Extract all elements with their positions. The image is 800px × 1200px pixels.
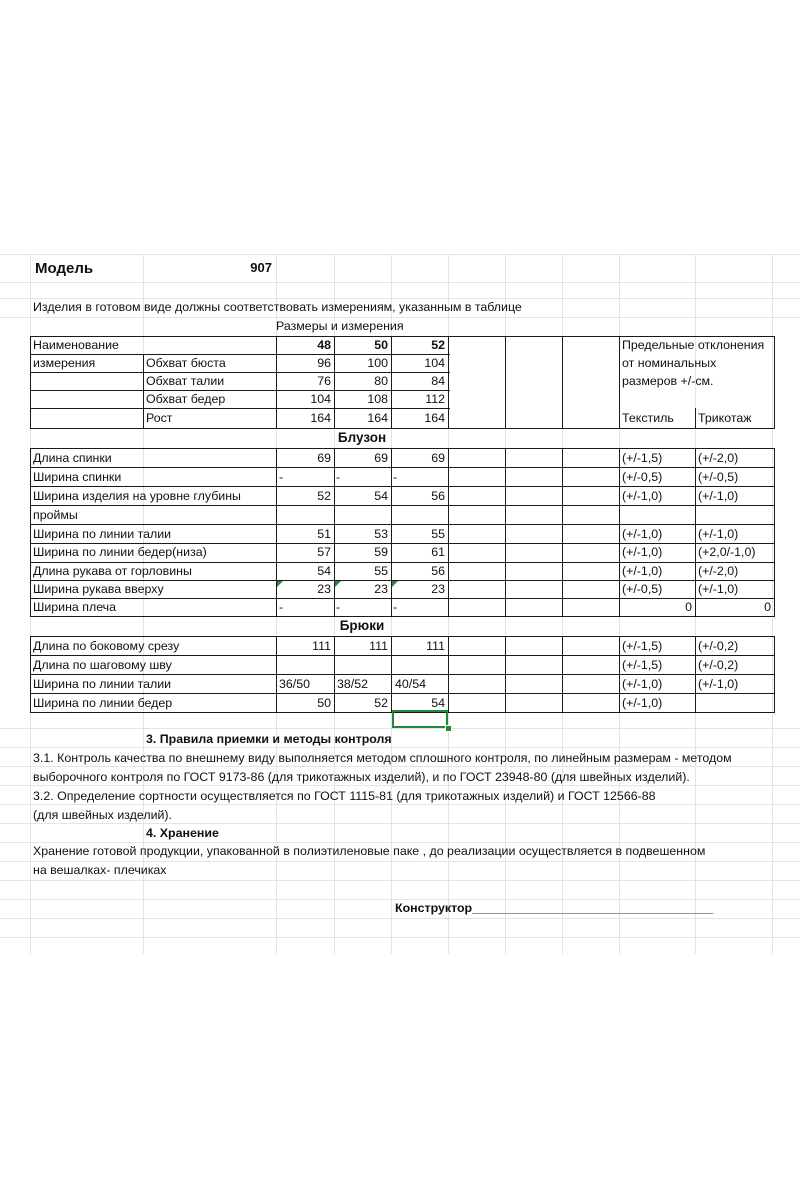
row-value: 55 xyxy=(431,527,445,541)
row-label: Ширина по линии бедер xyxy=(33,696,173,710)
gridline xyxy=(772,254,773,954)
row-tol-textile: (+/-1,0) xyxy=(622,489,663,503)
gridline xyxy=(0,937,800,938)
row-tol-knit: (+/-1,0) xyxy=(698,677,739,691)
row-tol-knit: (+/-0,5) xyxy=(698,470,739,484)
meas-label: Рост xyxy=(146,411,173,425)
gridline xyxy=(0,823,800,824)
meas-label: Обхват бюста xyxy=(146,356,226,370)
gridline xyxy=(0,766,800,767)
row-tol-knit: (+2,0/-1,0) xyxy=(698,545,756,559)
model-number: 907 xyxy=(250,260,272,275)
row-value: 23 xyxy=(431,582,445,596)
row-tol-textile: (+/-1,0) xyxy=(622,527,663,541)
row-value: 111 xyxy=(369,639,388,653)
row-label: Ширина плеча xyxy=(33,600,117,614)
col-textile: Текстиль xyxy=(622,411,674,425)
row-value: 69 xyxy=(374,451,388,465)
row-value: 53 xyxy=(374,527,388,541)
row-value: 54 xyxy=(431,696,445,710)
size-52: 52 xyxy=(431,338,445,352)
deviation-header-2: от номинальных xyxy=(622,356,717,370)
meas-value: 80 xyxy=(374,374,388,388)
size-50: 50 xyxy=(374,338,388,352)
row-value: 56 xyxy=(431,489,445,503)
row-tol-knit: (+/-2,0) xyxy=(698,451,739,465)
row-value: - xyxy=(336,600,341,614)
gridline xyxy=(0,880,800,881)
sizes-header: Размеры и измерения xyxy=(276,319,404,333)
section-3-2-line-1: 3.2. Определение сортности осуществляется по ГОСТ 1115-81 (для трикотажных изделий) и ГОСТ 12566-88 xyxy=(33,789,656,803)
storage-line-1: Хранение готовой продукции, упакованной в полиэтиленовые паке , до реализации осуществляется в подвешенном xyxy=(33,844,706,858)
meas-value: 112 xyxy=(425,392,445,406)
gridline xyxy=(0,282,800,283)
row-tol-knit: (+/-1,0) xyxy=(698,489,739,503)
selected-cell[interactable] xyxy=(392,710,448,728)
section-3-1-line-1: 3.1. Контроль качества по внешнему виду выполняется методом сплошного контроля, по линейным размерам - методом xyxy=(33,751,732,765)
row-tol-knit: (+/-0,2) xyxy=(698,639,739,653)
pants-title: Брюки xyxy=(339,618,385,633)
row-tol-textile: (+/-0,5) xyxy=(622,582,663,596)
gridline xyxy=(0,918,800,919)
gridline xyxy=(0,785,800,786)
row-tol-knit: (+/-2,0) xyxy=(698,564,739,578)
row-label: Длина спинки xyxy=(33,451,112,465)
row-tol-textile: (+/-1,5) xyxy=(622,639,663,653)
row-tol-textile: (+/-1,0) xyxy=(622,677,663,691)
section-4-title: 4. Хранение xyxy=(146,826,219,840)
meas-value: 164 xyxy=(310,411,331,425)
model-label: Модель xyxy=(35,260,94,277)
row-value: 69 xyxy=(317,451,331,465)
col-name-1: Наименование xyxy=(33,338,119,352)
row-value: 111 xyxy=(426,639,445,653)
row-value: 57 xyxy=(317,545,331,559)
gridline xyxy=(0,254,800,255)
row-tol-textile: (+/-1,0) xyxy=(622,696,663,710)
meas-label: Обхват талии xyxy=(146,374,225,388)
meas-value: 76 xyxy=(317,374,331,388)
row-label: Ширина по линии талии xyxy=(33,527,172,541)
col-name-2: измерения xyxy=(33,356,96,370)
row-label: Ширина изделия на уровне глубины xyxy=(33,489,241,503)
meas-value: 164 xyxy=(424,411,445,425)
row-value: 56 xyxy=(431,564,445,578)
row-label: Длина по боковому срезу xyxy=(33,639,180,653)
row-tol-knit: (+/-1,0) xyxy=(698,527,739,541)
section-3-1-line-2: выборочного контроля по ГОСТ 9173-86 (для трикотажных изделий), и по ГОСТ 23948-80 (для швейных изделий). xyxy=(33,770,690,784)
size-48: 48 xyxy=(317,338,331,352)
row-tol-textile: (+/-0,5) xyxy=(622,470,663,484)
section-3-2-line-2: (для швейных изделий). xyxy=(33,808,173,822)
deviation-header-3: размеров +/-см. xyxy=(622,374,714,388)
row-value: - xyxy=(279,600,284,614)
storage-line-2: на вешалках- плечиках xyxy=(33,863,167,877)
row-label: Ширина по линии талии xyxy=(33,677,172,691)
row-value: 23 xyxy=(317,582,331,596)
row-value: 52 xyxy=(317,489,331,503)
row-value: 50 xyxy=(317,696,331,710)
constructor-signature: Конструктор___________________________________ xyxy=(395,901,714,915)
row-value: - xyxy=(393,600,398,614)
row-value: - xyxy=(279,470,284,484)
row-label: Ширина рукава вверху xyxy=(33,582,164,596)
gridline xyxy=(0,747,800,748)
row-tol-textile: 0 xyxy=(685,600,692,614)
fill-handle[interactable] xyxy=(445,725,452,732)
row-value: 36/50 xyxy=(279,677,311,691)
row-value: 54 xyxy=(317,564,331,578)
row-tol-textile: (+/-1,5) xyxy=(622,658,663,672)
col-knit: Трикотаж xyxy=(698,411,752,425)
intro-text: Изделия в готовом виде должны соответствовать измерениям, указанным в таблице xyxy=(33,300,522,314)
gridline xyxy=(0,728,800,729)
meas-value: 164 xyxy=(367,411,388,425)
row-tol-knit: (+/-0,2) xyxy=(698,658,739,672)
row-value: 61 xyxy=(431,545,445,559)
row-value: - xyxy=(393,470,398,484)
row-label: Длина рукава от горловины xyxy=(33,564,192,578)
row-value: 54 xyxy=(374,489,388,503)
row-tol-textile: (+/-1,5) xyxy=(622,451,663,465)
meas-label: Обхват бедер xyxy=(146,392,226,406)
row-value: 23 xyxy=(374,582,388,596)
deviation-header-1: Предельные отклонения xyxy=(622,338,765,352)
row-value: 55 xyxy=(374,564,388,578)
row-tol-textile: (+/-1,0) xyxy=(622,564,663,578)
meas-value: 104 xyxy=(310,392,331,406)
row-label: проймы xyxy=(33,508,78,522)
row-value: - xyxy=(336,470,341,484)
row-label: Ширина по линии бедер(низа) xyxy=(33,545,207,559)
row-value: 59 xyxy=(374,545,388,559)
row-value: 111 xyxy=(312,639,331,653)
blouse-title: Блузон xyxy=(337,430,387,445)
row-value: 51 xyxy=(317,527,331,541)
row-value: 40/54 xyxy=(395,677,427,691)
row-label: Ширина спинки xyxy=(33,470,122,484)
row-tol-knit: 0 xyxy=(764,600,771,614)
meas-value: 100 xyxy=(367,356,388,370)
gridline xyxy=(0,804,800,805)
meas-value: 96 xyxy=(317,356,331,370)
row-tol-knit: (+/-1,0) xyxy=(698,582,739,596)
meas-value: 108 xyxy=(367,392,388,406)
row-tol-textile: (+/-1,0) xyxy=(622,545,663,559)
row-label: Длина по шаговому шву xyxy=(33,658,172,672)
row-value: 69 xyxy=(431,451,445,465)
section-3-title: 3. Правила приемки и методы контроля xyxy=(146,732,392,746)
row-value: 52 xyxy=(374,696,388,710)
meas-value: 84 xyxy=(431,374,445,388)
meas-value: 104 xyxy=(424,356,445,370)
row-value: 38/52 xyxy=(337,677,369,691)
